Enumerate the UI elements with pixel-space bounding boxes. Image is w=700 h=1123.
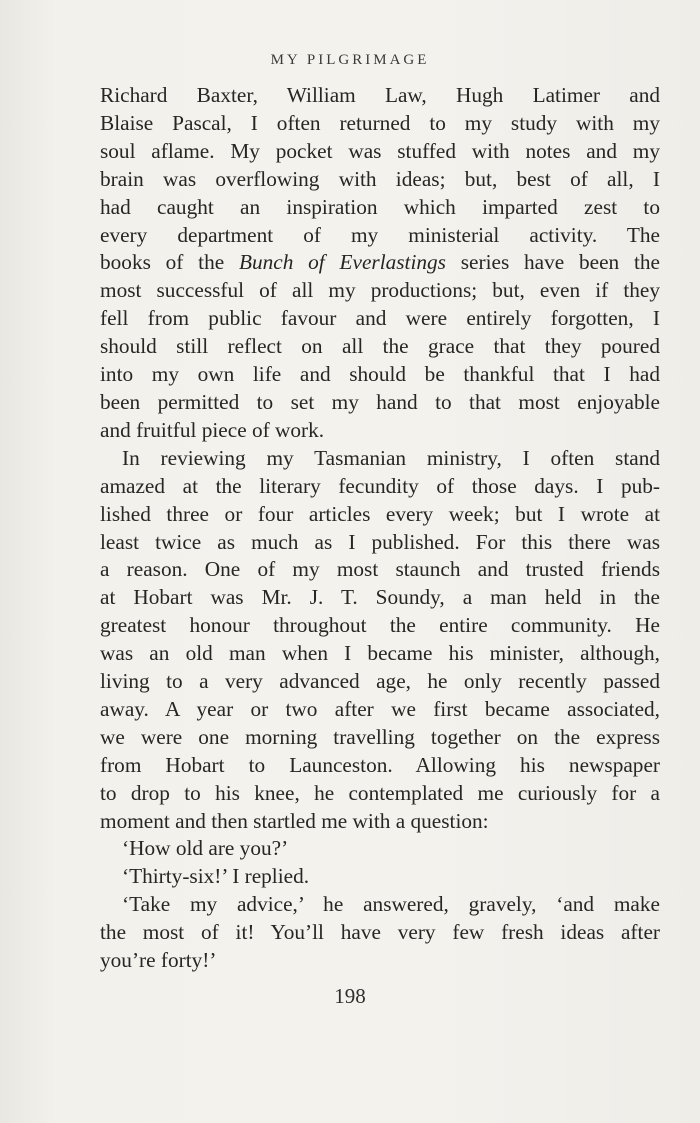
text-line: amazed at the literary fecundity of those days. I pub- <box>100 473 660 498</box>
text-line: been permitted to set my hand to that most enjoyable <box>100 389 660 414</box>
text-line: we were one morning travelling together on the express <box>100 724 660 749</box>
text-line <box>100 249 660 277</box>
body-text <box>100 82 660 975</box>
text-line: was an old man when I became his minister, although, <box>100 641 660 666</box>
text-line: away. A year or two after we first became associated, <box>100 696 660 721</box>
text-line: every department of my ministerial activity. The <box>100 222 660 247</box>
text-line: to drop to his knee, he contemplated me curiously for a <box>100 780 660 805</box>
text-line: greatest honour throughout the entire community. He <box>100 613 660 638</box>
text-line: should still reflect on all the grace that they poured <box>100 334 660 359</box>
text-line: least twice as much as I published. For this there was <box>100 529 660 554</box>
text-line: fell from public favour and were entirely forgotten, I <box>100 306 660 331</box>
text-line: ‘How old are you?’ <box>122 836 289 861</box>
running-head: MY PILGRIMAGE <box>270 52 430 68</box>
text-run: books of the <box>100 250 239 275</box>
text-line: and fruitful piece of work. <box>100 417 325 442</box>
text-line: lished three or four articles every week; but I wrote at <box>100 501 660 526</box>
text-line: Richard Baxter, William Law, Hugh Latimer and <box>100 83 660 107</box>
text-run: series have been the <box>445 250 660 275</box>
page-number: 198 <box>334 984 366 1008</box>
text-line: from Hobart to Launceston. Allowing his newspaper <box>100 752 660 777</box>
text-line: brain was overflowing with ideas; but, best of all, I <box>100 166 660 191</box>
text-line: moment and then startled me with a question: <box>100 808 489 833</box>
text-line: ‘Take my advice,’ he answered, gravely, ‘and make <box>122 892 660 917</box>
text-line: most successful of all my productions; but, even if they <box>100 278 660 303</box>
text-line: In reviewing my Tasmanian ministry, I often stand <box>122 445 660 470</box>
book-title: Bunch of Everlastings <box>238 250 446 275</box>
text-line: ‘Thirty-six!’ I replied. <box>122 864 310 889</box>
text-line: the most of it! You’ll have very few fresh ideas after <box>100 920 660 945</box>
text-line: you’re forty!’ <box>100 948 217 973</box>
text-line: Blaise Pascal, I often returned to my study with my <box>100 110 660 135</box>
text-line: soul aflame. My pocket was stuffed with notes and my <box>100 138 660 163</box>
text-line: a reason. One of my most staunch and trusted friends <box>100 557 660 582</box>
text-line: into my own life and should be thankful that I had <box>100 362 660 387</box>
text-line: at Hobart was Mr. J. T. Soundy, a man held in the <box>100 585 660 610</box>
text-line: had caught an inspiration which imparted zest to <box>100 194 660 219</box>
text-line: living to a very advanced age, he only recently passed <box>100 669 660 694</box>
